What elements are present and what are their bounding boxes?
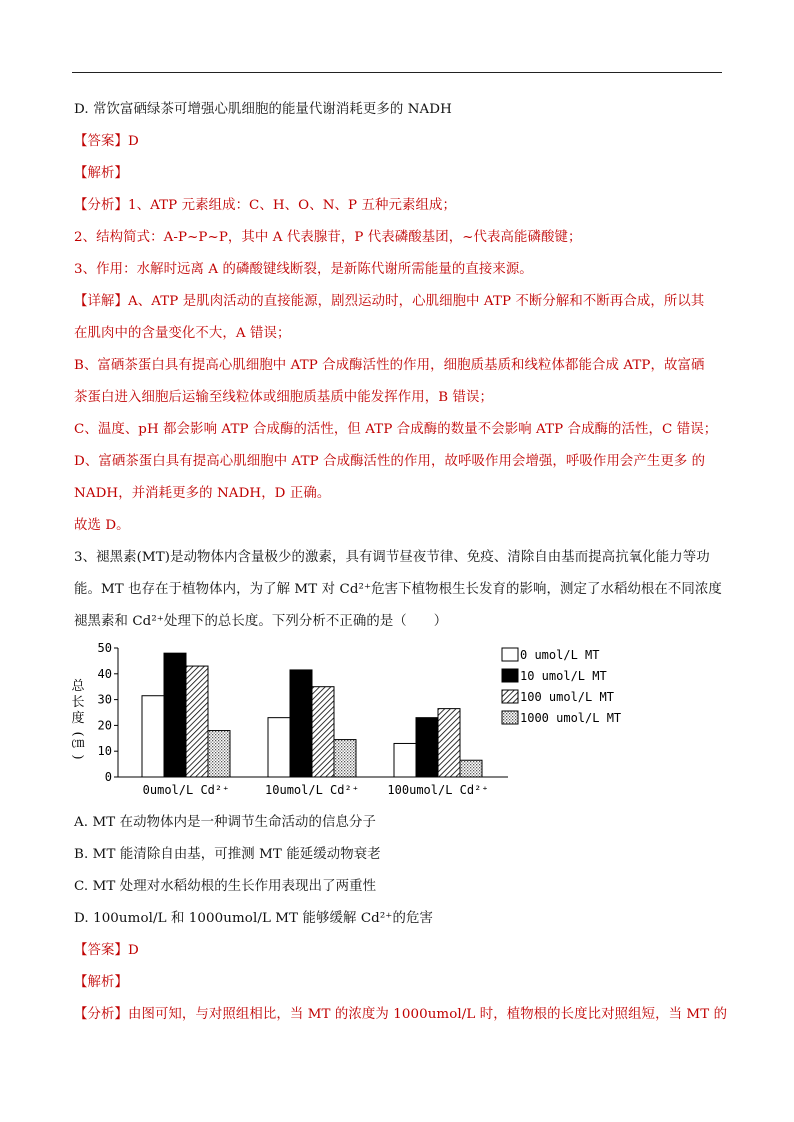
y-tick-label: 30 xyxy=(97,692,112,707)
bar-2-3 xyxy=(460,760,482,777)
legend-label: 10 umol/L MT xyxy=(520,669,607,683)
x-category-label: 100umol/L Cd²⁺ xyxy=(387,783,489,797)
text-line-4: 【分析】1、ATP 元素组成：C、H、O、N、P 五种元素组成； xyxy=(74,198,456,213)
y-tick-label: 10 xyxy=(97,744,112,759)
bar-chart xyxy=(68,638,628,804)
y-axis-label-char: ㎝ xyxy=(71,736,85,751)
bar-1-1 xyxy=(290,670,312,777)
bar-0-0 xyxy=(142,696,164,777)
y-axis-label-char: ( xyxy=(70,731,85,737)
y-tick-label: 0 xyxy=(104,770,112,784)
text-line-7: 【详解】A、ATP 是肌肉活动的直接能源，剧烈运动时，心肌细胞中 ATP 不断分解和不断再合成，所以其 xyxy=(74,294,705,309)
bar-0-2 xyxy=(186,666,208,777)
text-line-15: 3、褪黑素(MT)是动物体内含量极少的激素，具有调节昼夜节律、免疫、清除自由基而提高抗氧化能力等功 xyxy=(74,550,710,565)
text-line-19: B. MT 能清除自由基，可推测 MT 能延缓动物衰老 xyxy=(74,847,381,862)
y-axis-label-char: 度 xyxy=(71,711,85,726)
text-line-16: 能。MT 也存在于植物体内，为了解 MT 对 Cd²⁺危害下植物根生长发育的影响，测定了水稻幼根在不同浓度 xyxy=(74,582,722,597)
text-line-23: 【解析】 xyxy=(74,975,128,990)
y-tick-label: 40 xyxy=(97,666,112,681)
bar-1-2 xyxy=(312,687,334,777)
text-line-13: NADH，并消耗更多的 NADH，D 正确。 xyxy=(74,486,331,501)
text-line-22: 【答案】D xyxy=(74,943,139,958)
bar-2-2 xyxy=(438,709,460,777)
y-axis-label-char: 总 xyxy=(71,679,85,694)
x-category-label: 0umol/L Cd²⁺ xyxy=(142,783,230,797)
legend-label: 0 umol/L MT xyxy=(520,648,600,662)
text-line-6: 3、作用：水解时远离 A 的磷酸键线断裂，是新陈代谢所需能量的直接来源。 xyxy=(74,262,533,277)
y-axis-label-char: 长 xyxy=(71,695,85,710)
legend-label: 100 umol/L MT xyxy=(520,690,614,704)
text-line-14: 故选 D。 xyxy=(74,518,130,533)
text-line-24: 【分析】由图可知，与对照组相比，当 MT 的浓度为 1000umol/L 时，植物根的长度比对照组短，当 MT 的 xyxy=(74,1007,728,1022)
y-tick-label: 20 xyxy=(97,718,112,733)
text-line-10: 茶蛋白进入细胞后运输至线粒体或细胞质基质中能发挥作用，B 错误； xyxy=(74,390,494,405)
y-axis-label-char: ) xyxy=(70,754,85,760)
bar-2-1 xyxy=(416,718,438,777)
text-line-3: 【解析】 xyxy=(74,166,128,181)
legend-swatch xyxy=(502,711,518,724)
text-line-2: 【答案】D xyxy=(74,134,139,149)
text-line-11: C、温度、pH 都会影响 ATP 合成酶的活性，但 ATP 合成酶的数量不会影响 ATP 合成酶的活性，C 错误； xyxy=(74,422,718,437)
header-rule xyxy=(72,72,722,73)
text-line-12: D、富硒茶蛋白具有提高心肌细胞中 ATP 合成酶活性的作用，故呼吸作用会增强，呼吸作用会产生更多 的 xyxy=(74,454,706,469)
text-line-5: 2、结构简式：A-P~P~P，其中 A 代表腺苷，P 代表磷酸基团，~代表高能磷酸键； xyxy=(74,230,582,245)
text-line-18: A. MT 在动物体内是一种调节生命活动的信息分子 xyxy=(74,815,377,830)
bar-1-0 xyxy=(268,718,290,777)
text-line-21: D. 100umol/L 和 1000umol/L MT 能够缓解 Cd²⁺的危害 xyxy=(74,911,433,926)
legend-swatch xyxy=(502,669,518,682)
text-line-9: B、富硒茶蛋白具有提高心肌细胞中 ATP 合成酶活性的作用，细胞质基质和线粒体都能合成 ATP，故富硒 xyxy=(74,358,705,373)
bar-1-3 xyxy=(334,740,356,777)
bar-2-0 xyxy=(394,743,416,777)
text-line-20: C. MT 处理对水稻幼根的生长作用表现出了两重性 xyxy=(74,879,377,894)
bar-0-1 xyxy=(164,653,186,777)
legend-swatch xyxy=(502,690,518,703)
text-line-8: 在肌肉中的含量变化不大，A 错误； xyxy=(74,326,291,341)
legend-label: 1000 umol/L MT xyxy=(520,711,622,725)
y-tick-label: 50 xyxy=(97,641,112,655)
text-line-17: 褪黑素和 Cd²⁺处理下的总长度。下列分析不正确的是（ ） xyxy=(74,614,448,629)
text-line-1: D. 常饮富硒绿茶可增强心肌细胞的能量代谢消耗更多的 NADH xyxy=(74,102,452,117)
bar-0-3 xyxy=(208,731,230,777)
x-category-label: 10umol/L Cd²⁺ xyxy=(265,783,359,797)
legend-swatch xyxy=(502,648,518,661)
